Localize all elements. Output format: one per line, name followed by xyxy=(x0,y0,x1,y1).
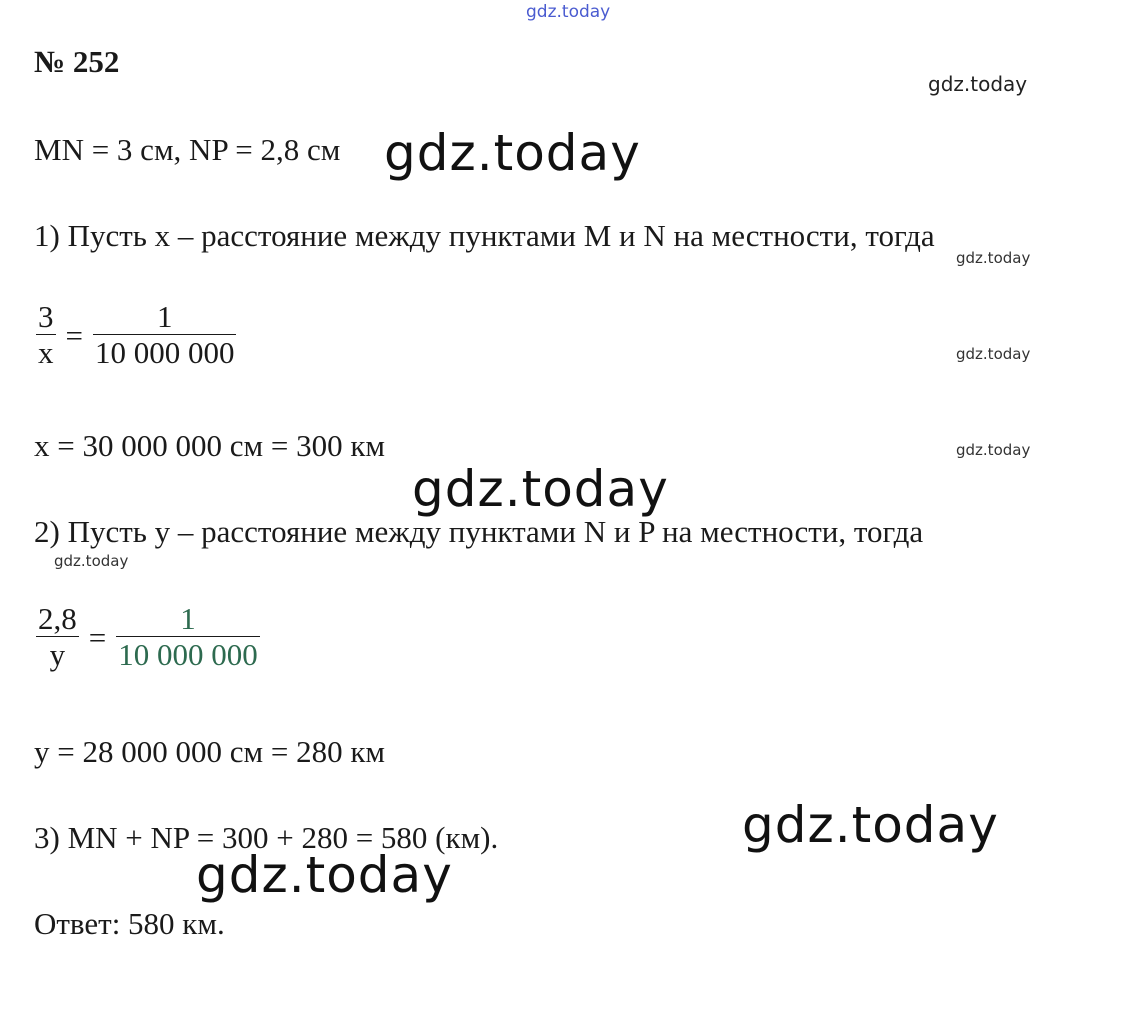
watermark-small: gdz.today xyxy=(54,552,129,570)
eq1-left-denominator: x xyxy=(38,335,54,370)
watermark-large: gdz.today xyxy=(384,124,641,182)
equation-1 xyxy=(36,300,236,371)
eq1-right-numerator: 1 xyxy=(156,299,173,334)
answer-text: Ответ: 580 км. xyxy=(34,906,225,941)
eq1-equals: = xyxy=(65,317,83,353)
eq2-right-fraction xyxy=(116,602,260,673)
eq1-left-numerator: 3 xyxy=(38,299,54,334)
eq1-right-fraction xyxy=(93,300,237,371)
problem-number: № 252 xyxy=(34,44,120,79)
given-text: MN = 3 см, NP = 2,8 см xyxy=(34,132,341,167)
watermark-large: gdz.today xyxy=(196,846,453,904)
watermark-small: gdz.today xyxy=(956,345,1031,363)
step3-text: 3) MN + NP = 300 + 280 = 580 (км). xyxy=(34,820,499,855)
step1-intro: 1) Пусть x – расстояние между пунктами M и N на местности, тогда xyxy=(34,218,935,253)
eq2-left-numerator: 2,8 xyxy=(38,601,77,636)
eq2-equals: = xyxy=(88,619,107,655)
watermark-medium: gdz.today xyxy=(928,72,1028,96)
step2-intro: 2) Пусть y – расстояние между пунктами N и P на местности, тогда xyxy=(34,514,924,549)
eq1-left-fraction xyxy=(36,300,56,371)
eq2-right-numerator: 1 xyxy=(180,601,196,636)
watermark-large: gdz.today xyxy=(742,796,999,854)
eq2-left-denominator: y xyxy=(49,637,66,672)
watermark-small: gdz.today xyxy=(956,249,1031,267)
equation-2 xyxy=(36,602,260,673)
eq1-right-denominator: 10 000 000 xyxy=(94,335,235,370)
eq2-right-denominator: 10 000 000 xyxy=(118,637,258,672)
step2-result: y = 28 000 000 см = 280 км xyxy=(34,734,386,769)
eq2-left-fraction xyxy=(36,602,79,673)
watermark-small: gdz.today xyxy=(956,441,1031,459)
watermark-top: gdz.today xyxy=(526,2,611,22)
step1-result: x = 30 000 000 см = 300 км xyxy=(34,428,386,463)
watermark-large: gdz.today xyxy=(412,460,669,518)
